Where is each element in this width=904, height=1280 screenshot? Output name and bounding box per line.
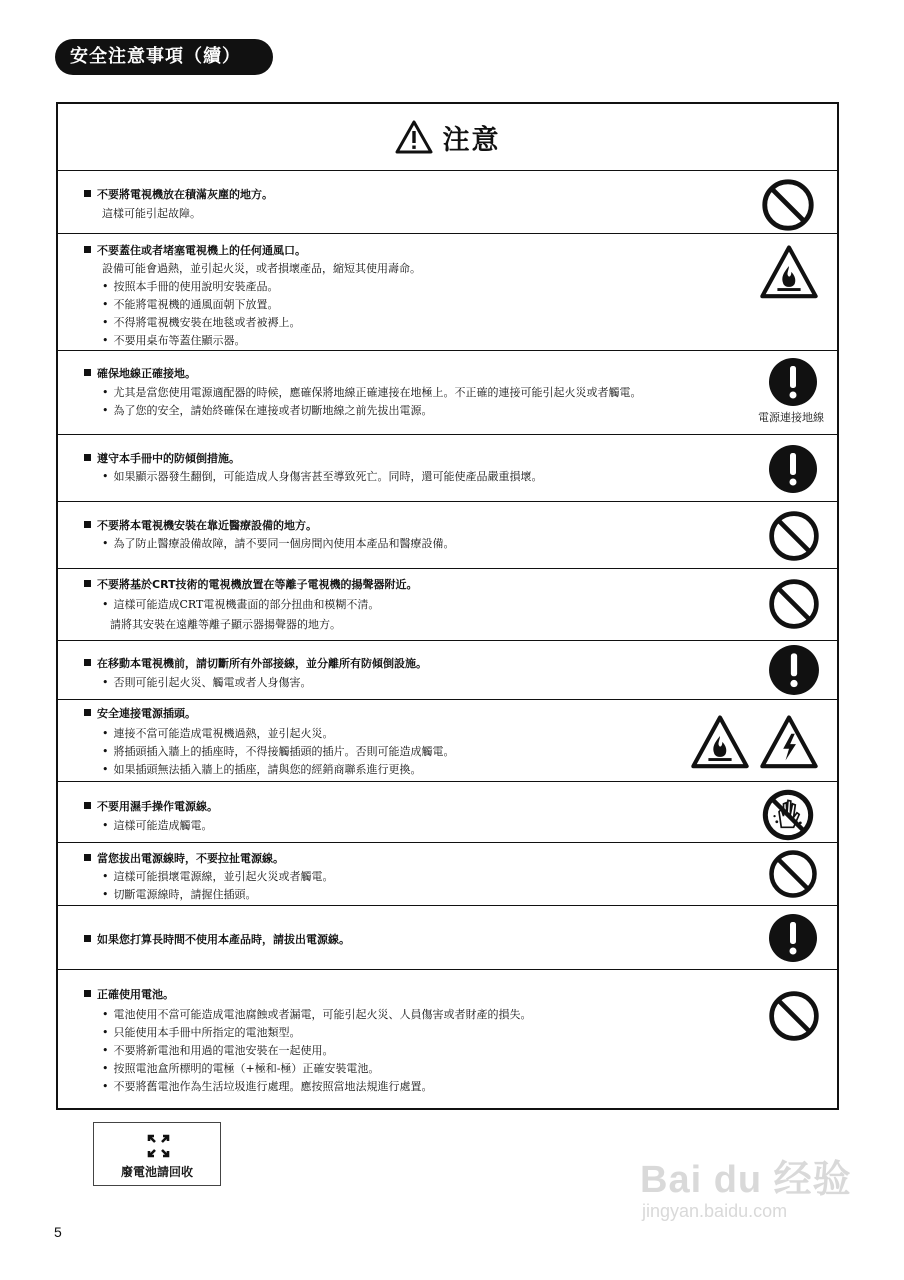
section-line: • 將插頭插入牆上的插座時，不得接觸插頭的插片。否則可能造成觸電。 bbox=[102, 743, 455, 759]
page-title: 安全注意事項（續） bbox=[55, 39, 273, 75]
section-title bbox=[84, 186, 273, 202]
section-title bbox=[84, 450, 240, 466]
section-line: • 為了您的安全，請始終確保在連接或者切斷地線之前先拔出電源。 bbox=[102, 402, 433, 418]
warning-triangle-icon bbox=[395, 120, 433, 154]
icon-caption: 電源連接地線 bbox=[758, 411, 824, 424]
section-line: • 尤其是當您使用電源適配器的時候，應確保將地線正確連接在地極上。不正確的連接可能引起火災或者觸電。 bbox=[102, 384, 642, 400]
square-bullet-icon bbox=[84, 935, 91, 942]
battery-recycle-box bbox=[93, 1122, 221, 1186]
fire-warning-icon bbox=[760, 244, 818, 302]
section-line: • 不要將新電池和用過的電池安裝在一起使用。 bbox=[102, 1042, 334, 1058]
no-wet-hands-icon bbox=[760, 787, 816, 843]
mandatory-icon bbox=[768, 357, 818, 407]
section-line: • 不能將電視機的通風面朝下放置。 bbox=[102, 296, 279, 312]
square-bullet-icon bbox=[84, 246, 91, 253]
section-title-text: 不要用濕手操作電源線。 bbox=[97, 800, 218, 813]
caution-section bbox=[58, 502, 837, 569]
section-title-text: 不要將電視機放在積滿灰塵的地方。 bbox=[97, 188, 273, 201]
section-title bbox=[84, 705, 196, 721]
section-title-text: 確保地線正確接地。 bbox=[97, 367, 196, 380]
caution-section bbox=[58, 234, 837, 351]
square-bullet-icon bbox=[84, 990, 91, 997]
section-line: • 按照本手冊的使用說明安裝產品。 bbox=[102, 278, 279, 294]
section-line: • 這樣可能造成觸電。 bbox=[102, 817, 213, 833]
caution-section bbox=[58, 435, 837, 502]
caution-section bbox=[58, 569, 837, 641]
caution-section bbox=[58, 641, 837, 700]
page-number: 5 bbox=[54, 1224, 62, 1240]
mandatory-icon bbox=[768, 444, 818, 494]
watermark-sub: jingyan.baidu.com bbox=[642, 1201, 788, 1221]
square-bullet-icon bbox=[84, 580, 91, 587]
square-bullet-icon bbox=[84, 454, 91, 461]
section-title-text: 安全連接電源插頭。 bbox=[97, 707, 196, 720]
section-line: • 為了防止醫療設備故障，請不要同一個房間內使用本產品和醫療設備。 bbox=[102, 535, 455, 551]
recycle-label: 廢電池請回收 bbox=[120, 1165, 193, 1179]
caution-section bbox=[58, 351, 837, 435]
caution-section bbox=[58, 970, 837, 1110]
square-bullet-icon bbox=[84, 190, 91, 197]
prohibition-icon bbox=[768, 578, 820, 630]
section-line: • 不要將舊電池作為生活垃圾進行處理。應按照當地法規進行處置。 bbox=[102, 1078, 433, 1094]
section-line: • 這樣可能造成CRT電視機畫面的部分扭曲和模糊不清。 bbox=[102, 596, 379, 612]
prohibition-icon bbox=[768, 849, 818, 899]
caution-frame bbox=[56, 102, 839, 1110]
square-bullet-icon bbox=[84, 521, 91, 528]
square-bullet-icon bbox=[84, 659, 91, 666]
section-line: • 否則可能引起火災、觸電或者人身傷害。 bbox=[102, 674, 312, 690]
section-line: • 只能使用本手冊中所指定的電池類型。 bbox=[102, 1024, 301, 1040]
section-line: • 電池使用不當可能造成電池腐蝕或者漏電，可能引起火災、人員傷害或者財產的損失。 bbox=[102, 1006, 532, 1022]
prohibition-icon bbox=[768, 510, 820, 562]
caution-section bbox=[58, 906, 837, 970]
section-line: • 不得將電視機安裝在地毯或者被褥上。 bbox=[102, 314, 301, 330]
section-line: 請將其安裝在遠離等離子顯示器揚聲器的地方。 bbox=[110, 618, 341, 631]
prohibition-icon bbox=[768, 990, 820, 1042]
section-line: • 按照電池盒所標明的電極（+極和-極）正確安裝電池。 bbox=[102, 1060, 379, 1076]
caution-title: 注意 bbox=[442, 124, 501, 156]
section-title bbox=[84, 517, 317, 533]
section-title-text: 在移動本電視機前，請切斷所有外部接線，並分離所有防傾倒設施。 bbox=[97, 657, 427, 670]
square-bullet-icon bbox=[84, 802, 91, 809]
electric-shock-warning-icon bbox=[760, 714, 818, 772]
section-line: • 不要用桌布等蓋住顯示器。 bbox=[102, 332, 246, 348]
square-bullet-icon bbox=[84, 854, 91, 861]
section-title bbox=[84, 365, 196, 381]
watermark-main: Bai du 经验 bbox=[640, 1159, 852, 1201]
section-line: 這樣可能引起故障。 bbox=[102, 207, 201, 220]
section-title bbox=[84, 576, 418, 592]
section-title bbox=[84, 242, 306, 258]
section-line: • 如果顯示器發生翻倒，可能造成人身傷害甚至導致死亡。同時，還可能使產品嚴重損壞。 bbox=[102, 468, 543, 484]
section-title bbox=[84, 986, 174, 1002]
section-title-text: 當您拔出電源線時，不要拉扯電源線。 bbox=[97, 852, 284, 865]
section-line: 設備可能會過熱，並引起火災，或者損壞產品，縮短其使用壽命。 bbox=[102, 262, 421, 275]
section-title-text: 不要將本電視機安裝在靠近醫療設備的地方。 bbox=[97, 519, 317, 532]
caution-section bbox=[58, 170, 837, 234]
section-line: • 連接不當可能造成電視機過熱，並引起火災。 bbox=[102, 725, 334, 741]
mandatory-icon bbox=[768, 913, 818, 963]
recycle-icon bbox=[141, 1129, 175, 1163]
section-title bbox=[84, 655, 427, 671]
caution-section bbox=[58, 700, 837, 782]
section-title bbox=[84, 798, 218, 814]
fire-warning-icon bbox=[691, 714, 749, 772]
section-title bbox=[84, 931, 350, 947]
caution-section bbox=[58, 843, 837, 906]
section-line: • 如果插頭無法插入牆上的插座，請與您的經銷商聯系進行更換。 bbox=[102, 761, 422, 777]
section-title-text: 遵守本手冊中的防傾倒措施。 bbox=[97, 452, 240, 465]
mandatory-icon bbox=[768, 644, 820, 696]
square-bullet-icon bbox=[84, 709, 91, 716]
section-line: • 切斷電源線時，請握住插頭。 bbox=[102, 886, 257, 902]
section-title-text: 不要蓋住或者堵塞電視機上的任何通風口。 bbox=[97, 244, 306, 257]
square-bullet-icon bbox=[84, 369, 91, 376]
section-title bbox=[84, 850, 284, 866]
watermark bbox=[640, 1148, 852, 1222]
prohibition-icon bbox=[761, 178, 815, 232]
section-line: • 這樣可能損壞電源線，並引起火災或者觸電。 bbox=[102, 868, 334, 884]
caution-section bbox=[58, 782, 837, 843]
section-title-text: 不要將基於CRT技術的電視機放置在等離子電視機的揚聲器附近。 bbox=[97, 578, 418, 591]
section-title-text: 如果您打算長時間不使用本產品時，請拔出電源線。 bbox=[97, 933, 350, 946]
section-title-text: 正確使用電池。 bbox=[97, 988, 174, 1001]
caution-header bbox=[58, 104, 837, 171]
